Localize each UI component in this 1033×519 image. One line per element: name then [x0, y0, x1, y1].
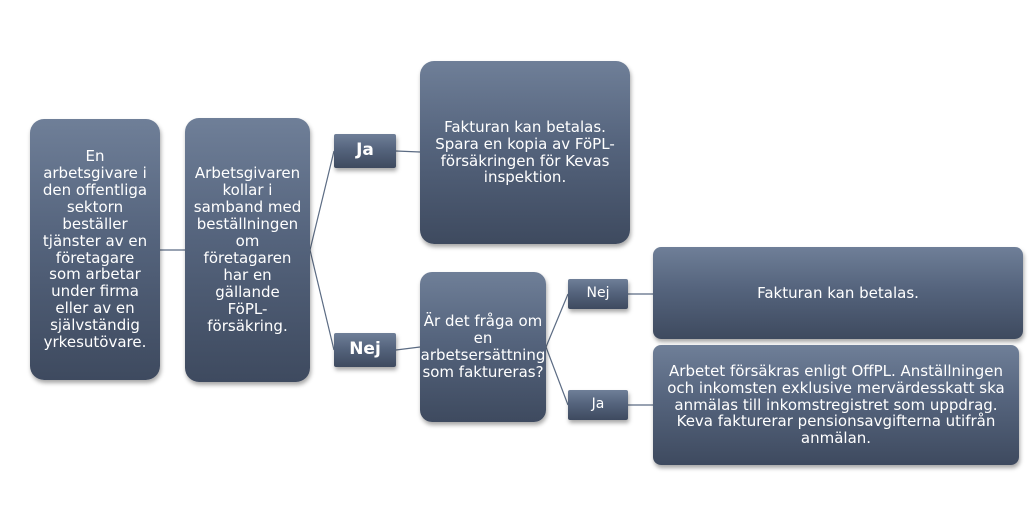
question-node [420, 272, 546, 422]
link-ja-result [396, 151, 420, 152]
result-ja-node [653, 345, 1019, 465]
nej-top-node [334, 333, 396, 367]
result-nej-node [653, 247, 1023, 339]
root-node-text: En arbetsgivare i den offentliga sektorn beställer tjänster av en företagare som arbetar under firma eller av en självständig yrkesutövare. [42, 146, 148, 352]
link-question-ja [546, 347, 568, 405]
ja-bottom-label: Ja [591, 396, 605, 413]
result-nej-text: Fakturan kan betalas. [757, 283, 919, 302]
result-ja-text: Arbetet försäkras enligt OffPL. Anställningen och inkomsten exklusive mervärdesskatt ska anmälas till inkomstregistret som uppdrag. Keva fakturerar pensionsavgifterna utifrån anmälan. [667, 361, 1005, 448]
result-top-text: Fakturan kan betalas. Spara en kopia av FöPL-försäkringen för Kevas inspektion. [435, 117, 615, 187]
ja-top-node [334, 134, 396, 168]
check-node-text: Arbetsgivaren kollar i samband med beställningen om företagaren har en gällande FöPL-försäkring. [193, 164, 302, 335]
link-question-nej [546, 294, 568, 347]
ja-top-label: Ja [356, 140, 374, 161]
root-node [30, 119, 160, 380]
check-node [185, 118, 310, 382]
link-nej-question [396, 347, 420, 350]
link-check-ja [310, 151, 334, 250]
ja-bottom-node [568, 390, 628, 420]
nej-bottom-node [568, 279, 628, 309]
result-top-node [420, 61, 630, 244]
nej-top-label: Nej [349, 339, 381, 360]
link-check-nej [310, 250, 334, 350]
question-node-text: Är det fråga om en arbetsersättning som faktureras? [420, 312, 546, 381]
nej-bottom-label: Nej [586, 285, 610, 302]
